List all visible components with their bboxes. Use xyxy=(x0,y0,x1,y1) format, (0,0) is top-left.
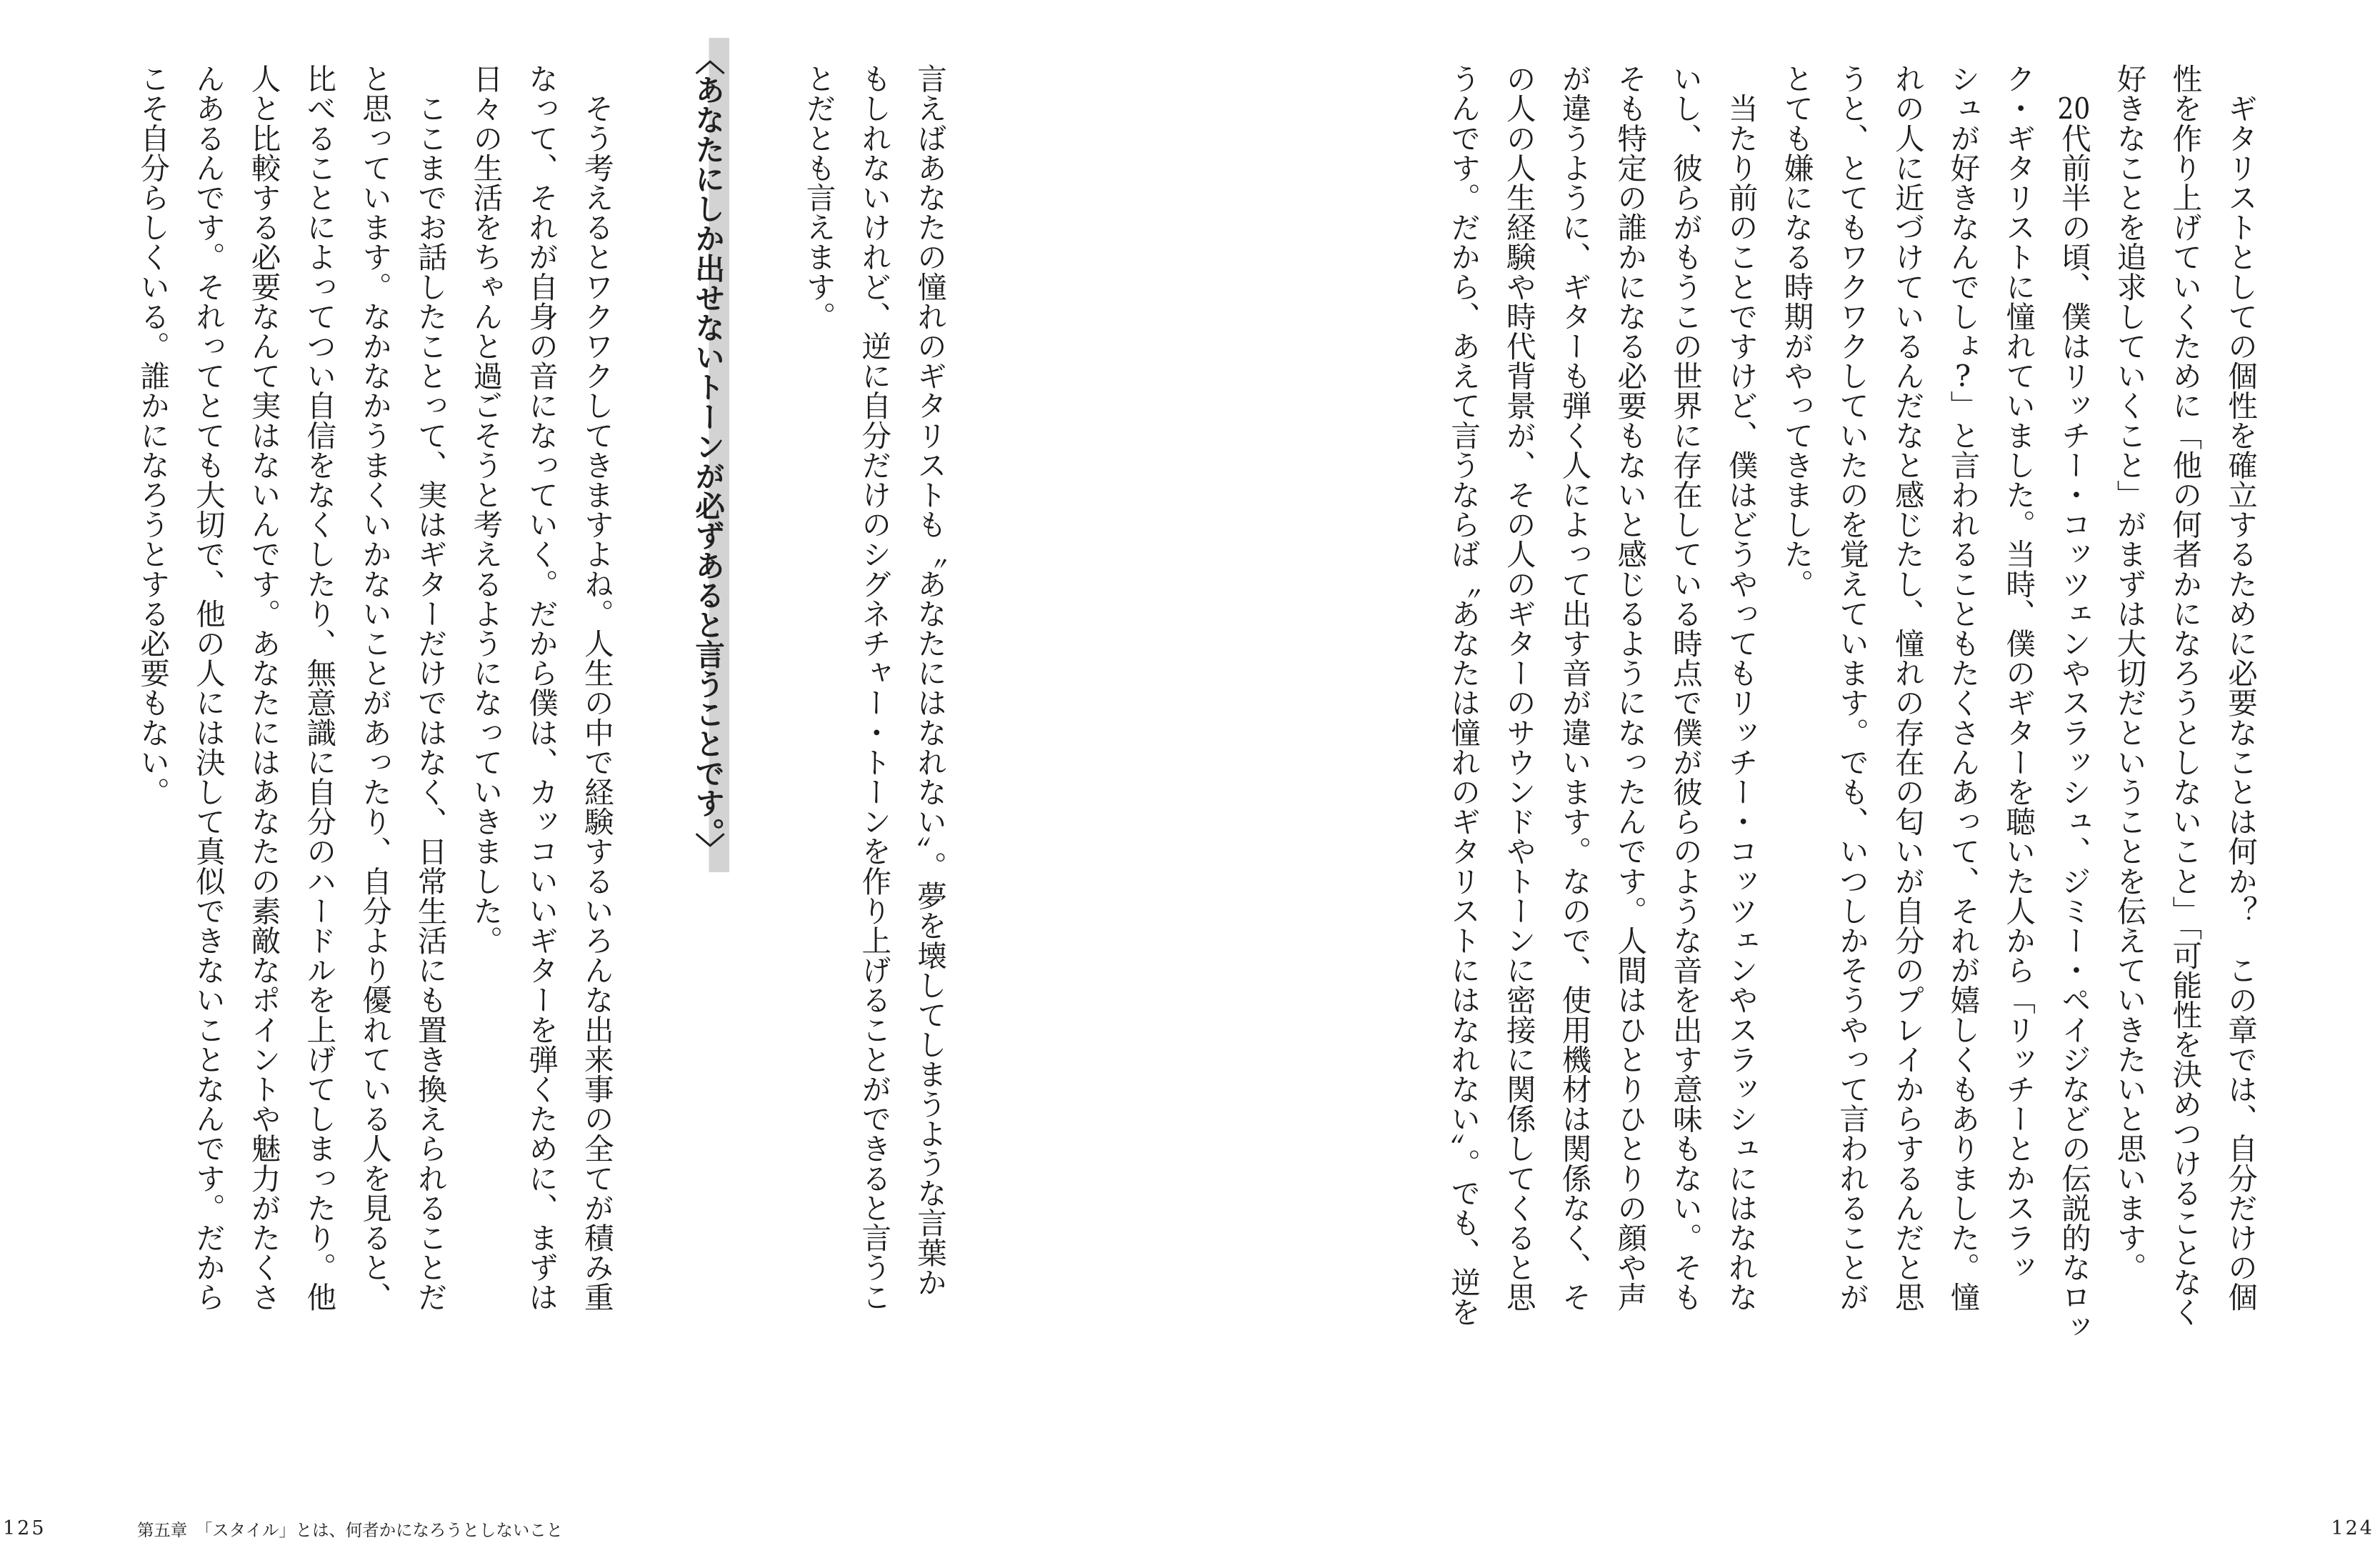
text-column: の人の人生経験や時代背景が、その人のギターのサウンドやトーンに密接に関係してくると思 xyxy=(1501,64,1536,1312)
text-column: うんです。だから、あえて言うならば〝あなたは憧れのギタリストにはなれない〟。でも、逆を xyxy=(1446,64,1481,1327)
page-125-body xyxy=(124,45,957,1335)
text-column: こそ自分らしくいる。誰かになろうとする必要もない。 xyxy=(135,64,171,807)
text-column: 人と比較する必要なんて実はないんです。あなたにはあなたの素敵なポイントや魅力がたくさ xyxy=(246,64,281,1312)
text-column: 性を作り上げていくために「他の何者かになろうとしないこと」「可能性を決めつけることなく xyxy=(2167,64,2203,1327)
text-column: が違うように、ギターも弾く人によって出す音が違います。なので、使用機材は関係なく、そ xyxy=(1556,64,1592,1312)
upright-run: 20 xyxy=(2057,93,2091,124)
text-column: うと、とてもワクワクしていたのを覚えています。でも、いつしかそうやって言われることが xyxy=(1834,64,1870,1312)
text-column: れの人に近づけているんだなと感じたし、憧れの存在の匂いが自分のプレイからするんだと思 xyxy=(1889,64,1925,1312)
text-column: ギタリストとしての個性を確立するために必要なことは何か？ この章では、自分だけの個 xyxy=(2223,64,2258,1312)
text-column: んあるんです。それってとても大切で、他の人には決して真似できないことなんです。だから xyxy=(190,64,226,1312)
text-column: と思っています。なかなかうまくいかないことがあったり、自分より優れている人を見ると、 xyxy=(357,64,392,1312)
page-124-body xyxy=(1435,64,2268,1342)
text-column: 日々の生活をちゃんと過ごそうと考えるようになっていきました。 xyxy=(468,64,504,955)
text-column: 好きなことを追求していくこと」がまずは大切だということを伝えていきたいと思います。 xyxy=(2111,64,2147,1282)
upright-run: ? xyxy=(1954,361,1971,391)
page-number: 124 xyxy=(2331,1517,2374,1539)
text-column: なって、それが自身の音になっていく。だから僕は、カッコいいギターを弾くために、まずは xyxy=(524,64,559,1312)
text-column: 比べることによってつい自信をなくしたり、無意識に自分のハードルを上げてしまったり。他 xyxy=(301,64,337,1312)
text-column: 20代前半の頃、僕はリッチー・コッツェンやスラッシュ、ジミー・ペイジなどの伝説的なロッ xyxy=(2056,93,2091,1342)
running-head: 第五章 「スタイル」とは、何者かになろうとしないこと xyxy=(137,1520,563,1540)
section-heading-text: 〈あなたにしか出せないトーンが必ずあると言うことです。〉 xyxy=(690,38,729,872)
text-column: とだとも言えます。 xyxy=(801,64,836,331)
text-column: シュが好きなんでしょ?」と言われることもたくさんあって、それが嬉しくもありました。憧 xyxy=(1945,64,1981,1312)
page-number: 125 xyxy=(3,1517,46,1539)
text-column: そう考えるとワクワクしてきますよね。人生の中で経験するいろんな出来事の全てが積み重 xyxy=(579,64,614,1312)
section-heading xyxy=(680,38,736,1309)
text-column: ここまでお話したことって、実はギターだけではなく、日常生活にも置き換えられることだ xyxy=(412,64,448,1312)
text-column: ク・ギタリストに憧れていました。当時、僕のギターを聴いた人から「リッチーとかスラッ xyxy=(2001,64,2036,1282)
text-column: とても嫌になる時期がやってきました。 xyxy=(1779,64,1814,599)
text-column: 当たり前のことですけど、僕はどうやってもリッチー・コッツェンやスラッシュにはなれな xyxy=(1723,64,1759,1312)
text-column: そも特定の誰かになる必要もないと感じるようになったんです。人間はひとりひとりの顔や声 xyxy=(1612,64,1648,1312)
text-column: いし、彼らがもうこの世界に存在している時点で僕が彼らのような音を出す意味もない。そも xyxy=(1667,64,1703,1312)
text-column: 言えばあなたの憧れのギタリストも〝あなたにはなれない〟。夢を壊してしまうような言葉か xyxy=(912,64,947,1297)
text-column: もしれないけれど、逆に自分だけのシグネチャー・トーンを作り上げることができると言うこ xyxy=(856,64,892,1312)
